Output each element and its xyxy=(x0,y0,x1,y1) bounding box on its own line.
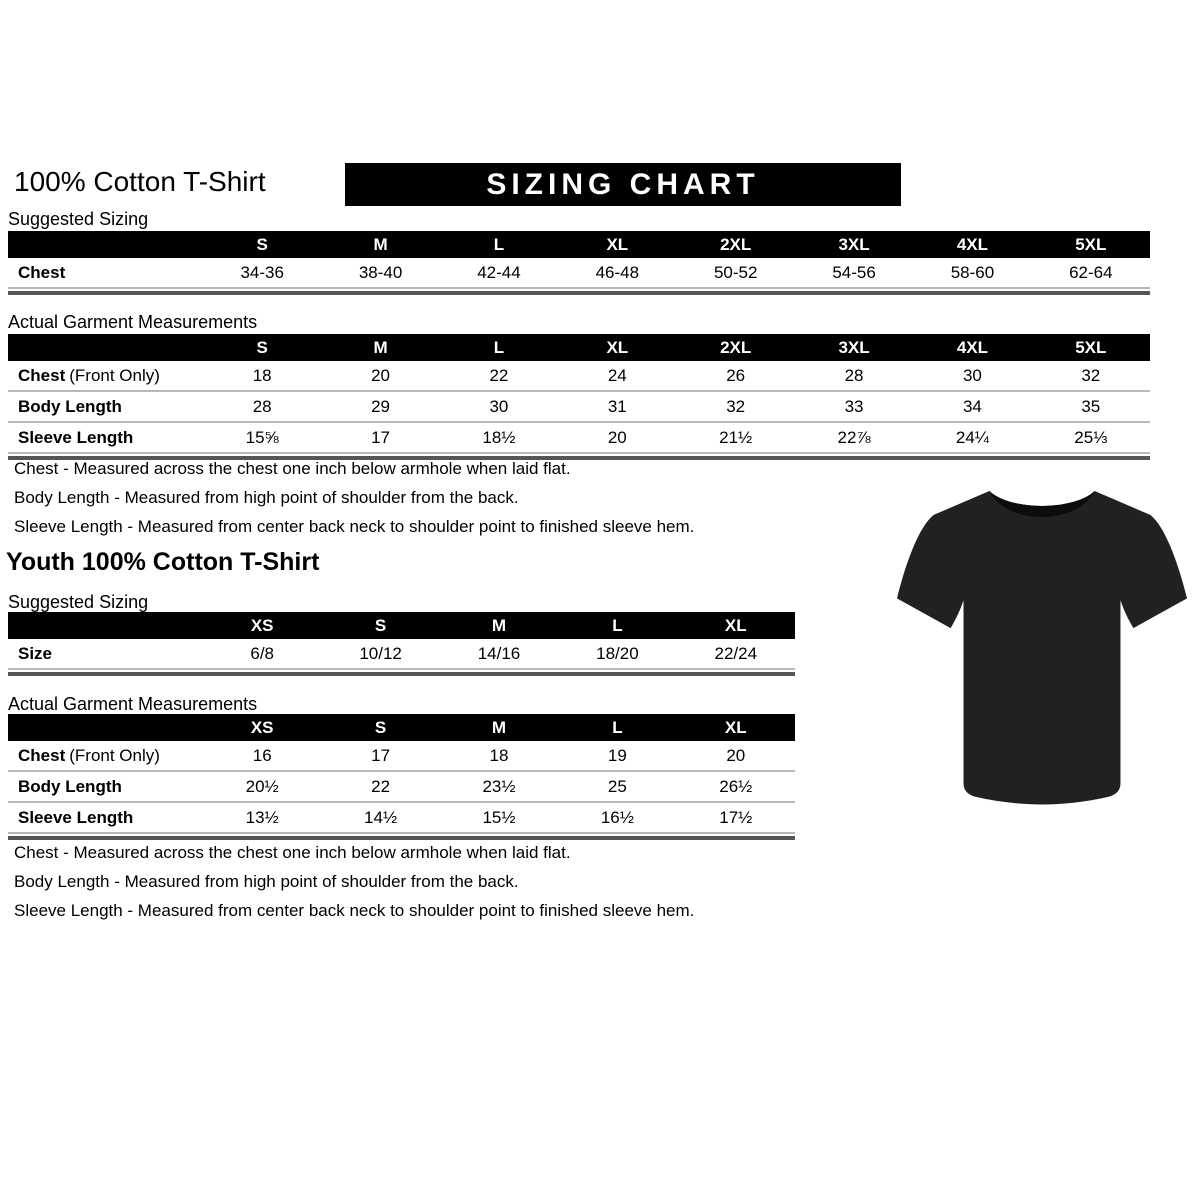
adult-measurement-notes xyxy=(14,459,694,546)
measurement-value: 34 xyxy=(962,397,982,416)
tshirt-body xyxy=(897,491,1187,804)
row-label: Body Length xyxy=(18,397,122,416)
adult-suggested-sizing-label: Suggested Sizing xyxy=(8,209,149,229)
measurement-value: 28 xyxy=(844,366,864,385)
measurement-value: 38-40 xyxy=(358,263,403,282)
size-header-cell: 5XL xyxy=(1075,235,1107,254)
row-label: Size xyxy=(18,644,53,663)
measurement-value: 32 xyxy=(1081,366,1101,385)
adult-actual-table xyxy=(8,334,1150,460)
size-header-cell: L xyxy=(493,235,505,254)
measurement-value: 18½ xyxy=(482,428,516,447)
adult-actual-measurements-label: Actual Garment Measurements xyxy=(8,312,258,332)
size-header-cell: 3XL xyxy=(838,338,870,357)
youth-measurement-notes xyxy=(14,843,694,930)
measurement-value: 18 xyxy=(252,366,272,385)
note-line: Chest - Measured across the chest one inch below armhole when laid flat. xyxy=(14,459,571,478)
measurement-value: 15½ xyxy=(482,808,516,827)
size-header-cell: M xyxy=(491,718,507,737)
youth-section-title: Youth 100% Cotton T-Shirt xyxy=(6,548,320,576)
size-header-cell: S xyxy=(256,235,268,254)
measurement-value: 21½ xyxy=(719,428,753,447)
table-row xyxy=(8,803,795,834)
empty-header-cell xyxy=(8,334,203,361)
note-line: Chest - Measured across the chest one inch below armhole when laid flat. xyxy=(14,843,571,862)
measurement-value: 16½ xyxy=(600,808,634,827)
measurement-value: 24 xyxy=(607,366,627,385)
size-header-cell: S xyxy=(374,718,387,737)
measurement-value: 17½ xyxy=(719,808,753,827)
measurement-value: 10/12 xyxy=(359,644,402,663)
size-header-cell: M xyxy=(373,338,388,357)
measurement-value: 42-44 xyxy=(477,263,521,282)
empty-header-cell xyxy=(8,231,203,258)
measurement-value: 26½ xyxy=(719,777,753,796)
youth-suggested-table xyxy=(8,612,795,676)
measurement-value: 22 xyxy=(371,777,391,796)
size-header-cell: XL xyxy=(606,338,629,357)
measurement-value: 18/20 xyxy=(596,644,639,663)
size-header-cell: L xyxy=(612,616,623,635)
measurement-value: 54-56 xyxy=(832,263,876,282)
measurement-value: 62-64 xyxy=(1069,263,1113,282)
size-header-cell: 3XL xyxy=(838,235,870,254)
table-header-row xyxy=(8,334,1150,361)
size-header-cell: XL xyxy=(606,235,629,254)
table-row xyxy=(8,423,1150,454)
row-label-note: (Front Only) xyxy=(69,746,160,765)
measurement-value: 35 xyxy=(1081,397,1101,416)
size-header-cell: S xyxy=(374,616,387,635)
row-label: Chest (Front Only) xyxy=(18,366,160,385)
measurement-value: 26 xyxy=(726,366,746,385)
youth-actual-measurements-label: Actual Garment Measurements xyxy=(8,694,258,714)
size-header-cell: 4XL xyxy=(956,338,989,357)
measurement-value: 23½ xyxy=(482,777,516,796)
measurement-value: 22/24 xyxy=(714,644,758,663)
measurement-value: 14/16 xyxy=(477,644,521,663)
note-line: Body Length - Measured from high point of shoulder from the back. xyxy=(14,488,519,507)
measurement-value: 31 xyxy=(607,397,627,416)
size-header-cell: 2XL xyxy=(720,235,752,254)
row-label: Body Length xyxy=(18,777,122,796)
measurement-value: 32 xyxy=(726,397,746,416)
table-row xyxy=(8,361,1150,392)
note-line: Sleeve Length - Measured from center back neck to shoulder point to finished sleeve hem. xyxy=(14,901,695,920)
measurement-value: 20 xyxy=(726,746,746,765)
measurement-value: 14½ xyxy=(364,808,398,827)
measurement-value: 20 xyxy=(371,366,391,385)
measurement-value: 25 xyxy=(607,777,627,796)
youth-actual-table xyxy=(8,714,795,840)
measurement-value: 17 xyxy=(371,746,391,765)
row-label: Chest (Front Only) xyxy=(18,746,160,765)
note-line: Sleeve Length - Measured from center back neck to shoulder point to finished sleeve hem. xyxy=(14,517,695,536)
table-row xyxy=(8,258,1150,289)
table-row xyxy=(8,639,795,670)
measurement-value: 29 xyxy=(371,397,391,416)
table-row xyxy=(8,392,1150,423)
measurement-value: 28 xyxy=(252,397,272,416)
adult-section-title: 100% Cotton T-Shirt xyxy=(14,166,266,197)
row-label-note: (Front Only) xyxy=(69,366,160,385)
measurement-value: 46-48 xyxy=(595,263,640,282)
table-header-row xyxy=(8,612,795,639)
table-header-row xyxy=(8,714,795,741)
measurement-value: 58-60 xyxy=(950,263,995,282)
measurement-value: 13½ xyxy=(245,808,279,827)
measurement-value: 22 xyxy=(489,366,509,385)
measurement-value: 34-36 xyxy=(240,263,284,282)
measurement-value: 17 xyxy=(371,428,391,447)
tshirt-graphic xyxy=(893,474,1191,819)
row-label: Sleeve Length xyxy=(18,428,134,447)
size-header-cell: 4XL xyxy=(956,235,989,254)
table-row xyxy=(8,741,795,772)
size-header-cell: L xyxy=(612,718,623,737)
measurement-value: 20½ xyxy=(245,777,279,796)
row-label: Sleeve Length xyxy=(18,808,134,827)
size-header-cell: XS xyxy=(250,718,274,737)
size-header-cell: M xyxy=(373,235,388,254)
measurement-value: 15⅝ xyxy=(245,428,279,447)
size-header-cell: S xyxy=(256,338,268,357)
measurement-value: 19 xyxy=(607,746,627,765)
row-label: Chest xyxy=(18,263,66,282)
empty-header-cell xyxy=(8,612,203,639)
size-header-cell: XL xyxy=(724,718,747,737)
measurement-value: 22⅞ xyxy=(837,428,871,447)
table-row xyxy=(8,772,795,803)
table-header-row xyxy=(8,231,1150,258)
measurement-value: 20 xyxy=(607,428,627,447)
measurement-value: 6/8 xyxy=(250,644,275,663)
size-header-cell: M xyxy=(491,616,507,635)
measurement-value: 33 xyxy=(844,397,864,416)
measurement-value: 30 xyxy=(962,366,982,385)
size-header-cell: XS xyxy=(250,616,274,635)
measurement-value: 50-52 xyxy=(713,263,758,282)
measurement-value: 25⅓ xyxy=(1074,428,1108,447)
sizing-chart-banner: SIZING CHART xyxy=(345,163,901,206)
adult-suggested-table xyxy=(8,231,1150,295)
measurement-value: 18 xyxy=(489,746,509,765)
size-header-cell: 5XL xyxy=(1075,338,1107,357)
note-line: Body Length - Measured from high point of shoulder from the back. xyxy=(14,872,519,891)
measurement-value: 30 xyxy=(489,397,509,416)
youth-suggested-sizing-label: Suggested Sizing xyxy=(8,592,149,612)
measurement-value: 24¼ xyxy=(955,428,989,447)
size-header-cell: L xyxy=(493,338,505,357)
measurement-value: 16 xyxy=(252,746,272,765)
size-header-cell: XL xyxy=(724,616,747,635)
size-header-cell: 2XL xyxy=(720,338,752,357)
empty-header-cell xyxy=(8,714,203,741)
